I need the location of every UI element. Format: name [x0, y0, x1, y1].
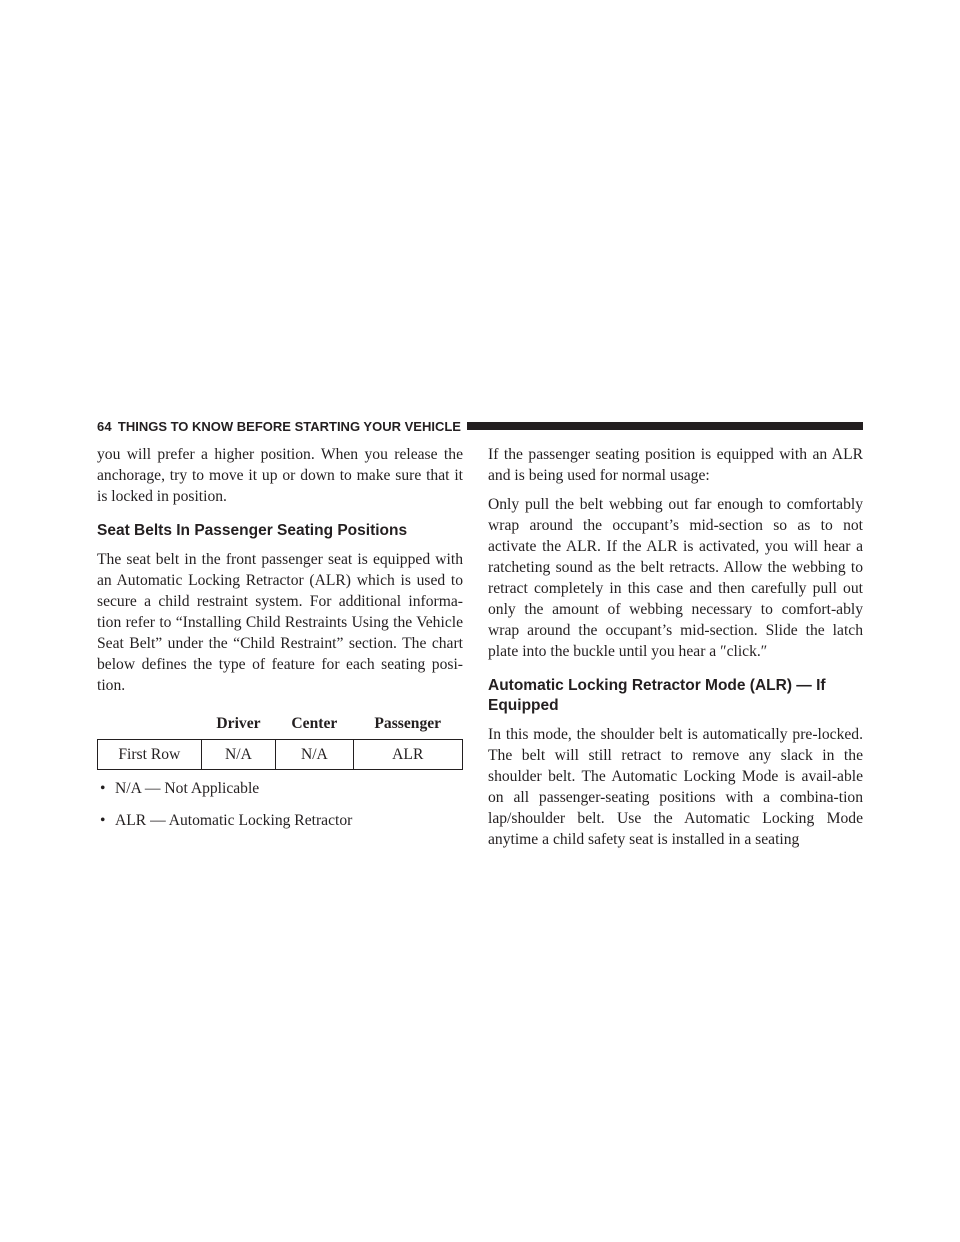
seating-position-table: [97, 708, 463, 770]
table-header-cell: Passenger: [353, 708, 463, 740]
bullet-icon: •: [100, 780, 106, 797]
legend-list: [97, 778, 463, 831]
table-header-cell: Driver: [201, 708, 276, 740]
list-item: [97, 778, 463, 799]
bullet-icon: •: [100, 812, 106, 829]
table-header-cell: Center: [276, 708, 353, 740]
table-header-row: [98, 708, 463, 740]
table-header-cell: [98, 708, 202, 740]
table-cell: N/A: [276, 740, 353, 770]
right-column: [488, 444, 863, 858]
normal-usage-paragraph: If the passenger seating position is equipped with an ALR and is being used for normal usage:: [488, 446, 863, 484]
intro-paragraph: you will prefer a higher position. When you release the anchorage, try to move it up or down to make sure that it is locked in position.: [97, 446, 463, 505]
table-cell: ALR: [353, 740, 463, 770]
table-row: [98, 740, 463, 770]
page-header: [97, 416, 863, 436]
table-cell: N/A: [201, 740, 276, 770]
section-title: THINGS TO KNOW BEFORE STARTING YOUR VEHICLE: [117, 418, 461, 434]
pull-belt-paragraph: Only pull the belt webbing out far enough to comfortably wrap around the occupant’s mid-section so as to not activate the ALR. If the ALR is activated, you will hear a ratcheting sound as the belt retracts. Allow the webbing to retract completely in this case and then carefully pull out only the amount of webbing necessary to comfort-ably wrap around the occupant’s mid-section. Slide the latch plate into the buckle until you hear a ″click.″: [488, 496, 863, 660]
alr-paragraph: The seat belt in the front passenger seat is equipped with an Automatic Locking Retractor (ALR) which is used to secure a child restraint system. For additional informa-tion refer to “Installing Child Restraints Using the Vehicle Seat Belt” under the “Child Restraint” section. The chart below defines the type of feature for each seating posi-tion.: [97, 551, 463, 694]
heading-seat-belts: Seat Belts In Passenger Seating Positions: [97, 522, 408, 539]
left-column: [97, 444, 463, 842]
page-number: 64: [97, 418, 112, 434]
alr-mode-paragraph: In this mode, the shoulder belt is automatically pre-locked. The belt will still retract to remove any slack in the shoulder belt. The Automatic Locking Mode is avail-able on all passenger-seating positions with a combina-tion lap/shoulder belt. Use the Automatic Locking Mode anytime a child safety seat is installed in a seating: [488, 726, 863, 848]
header-rule: [467, 422, 863, 430]
list-item-text: N/A — Not Applicable: [115, 780, 260, 797]
table-cell: First Row: [98, 740, 202, 770]
heading-alr-mode: Automatic Locking Retractor Mode (ALR) — If Equipped: [488, 677, 826, 714]
list-item-text: ALR — Automatic Locking Retractor: [115, 812, 353, 829]
list-item: [97, 810, 463, 831]
